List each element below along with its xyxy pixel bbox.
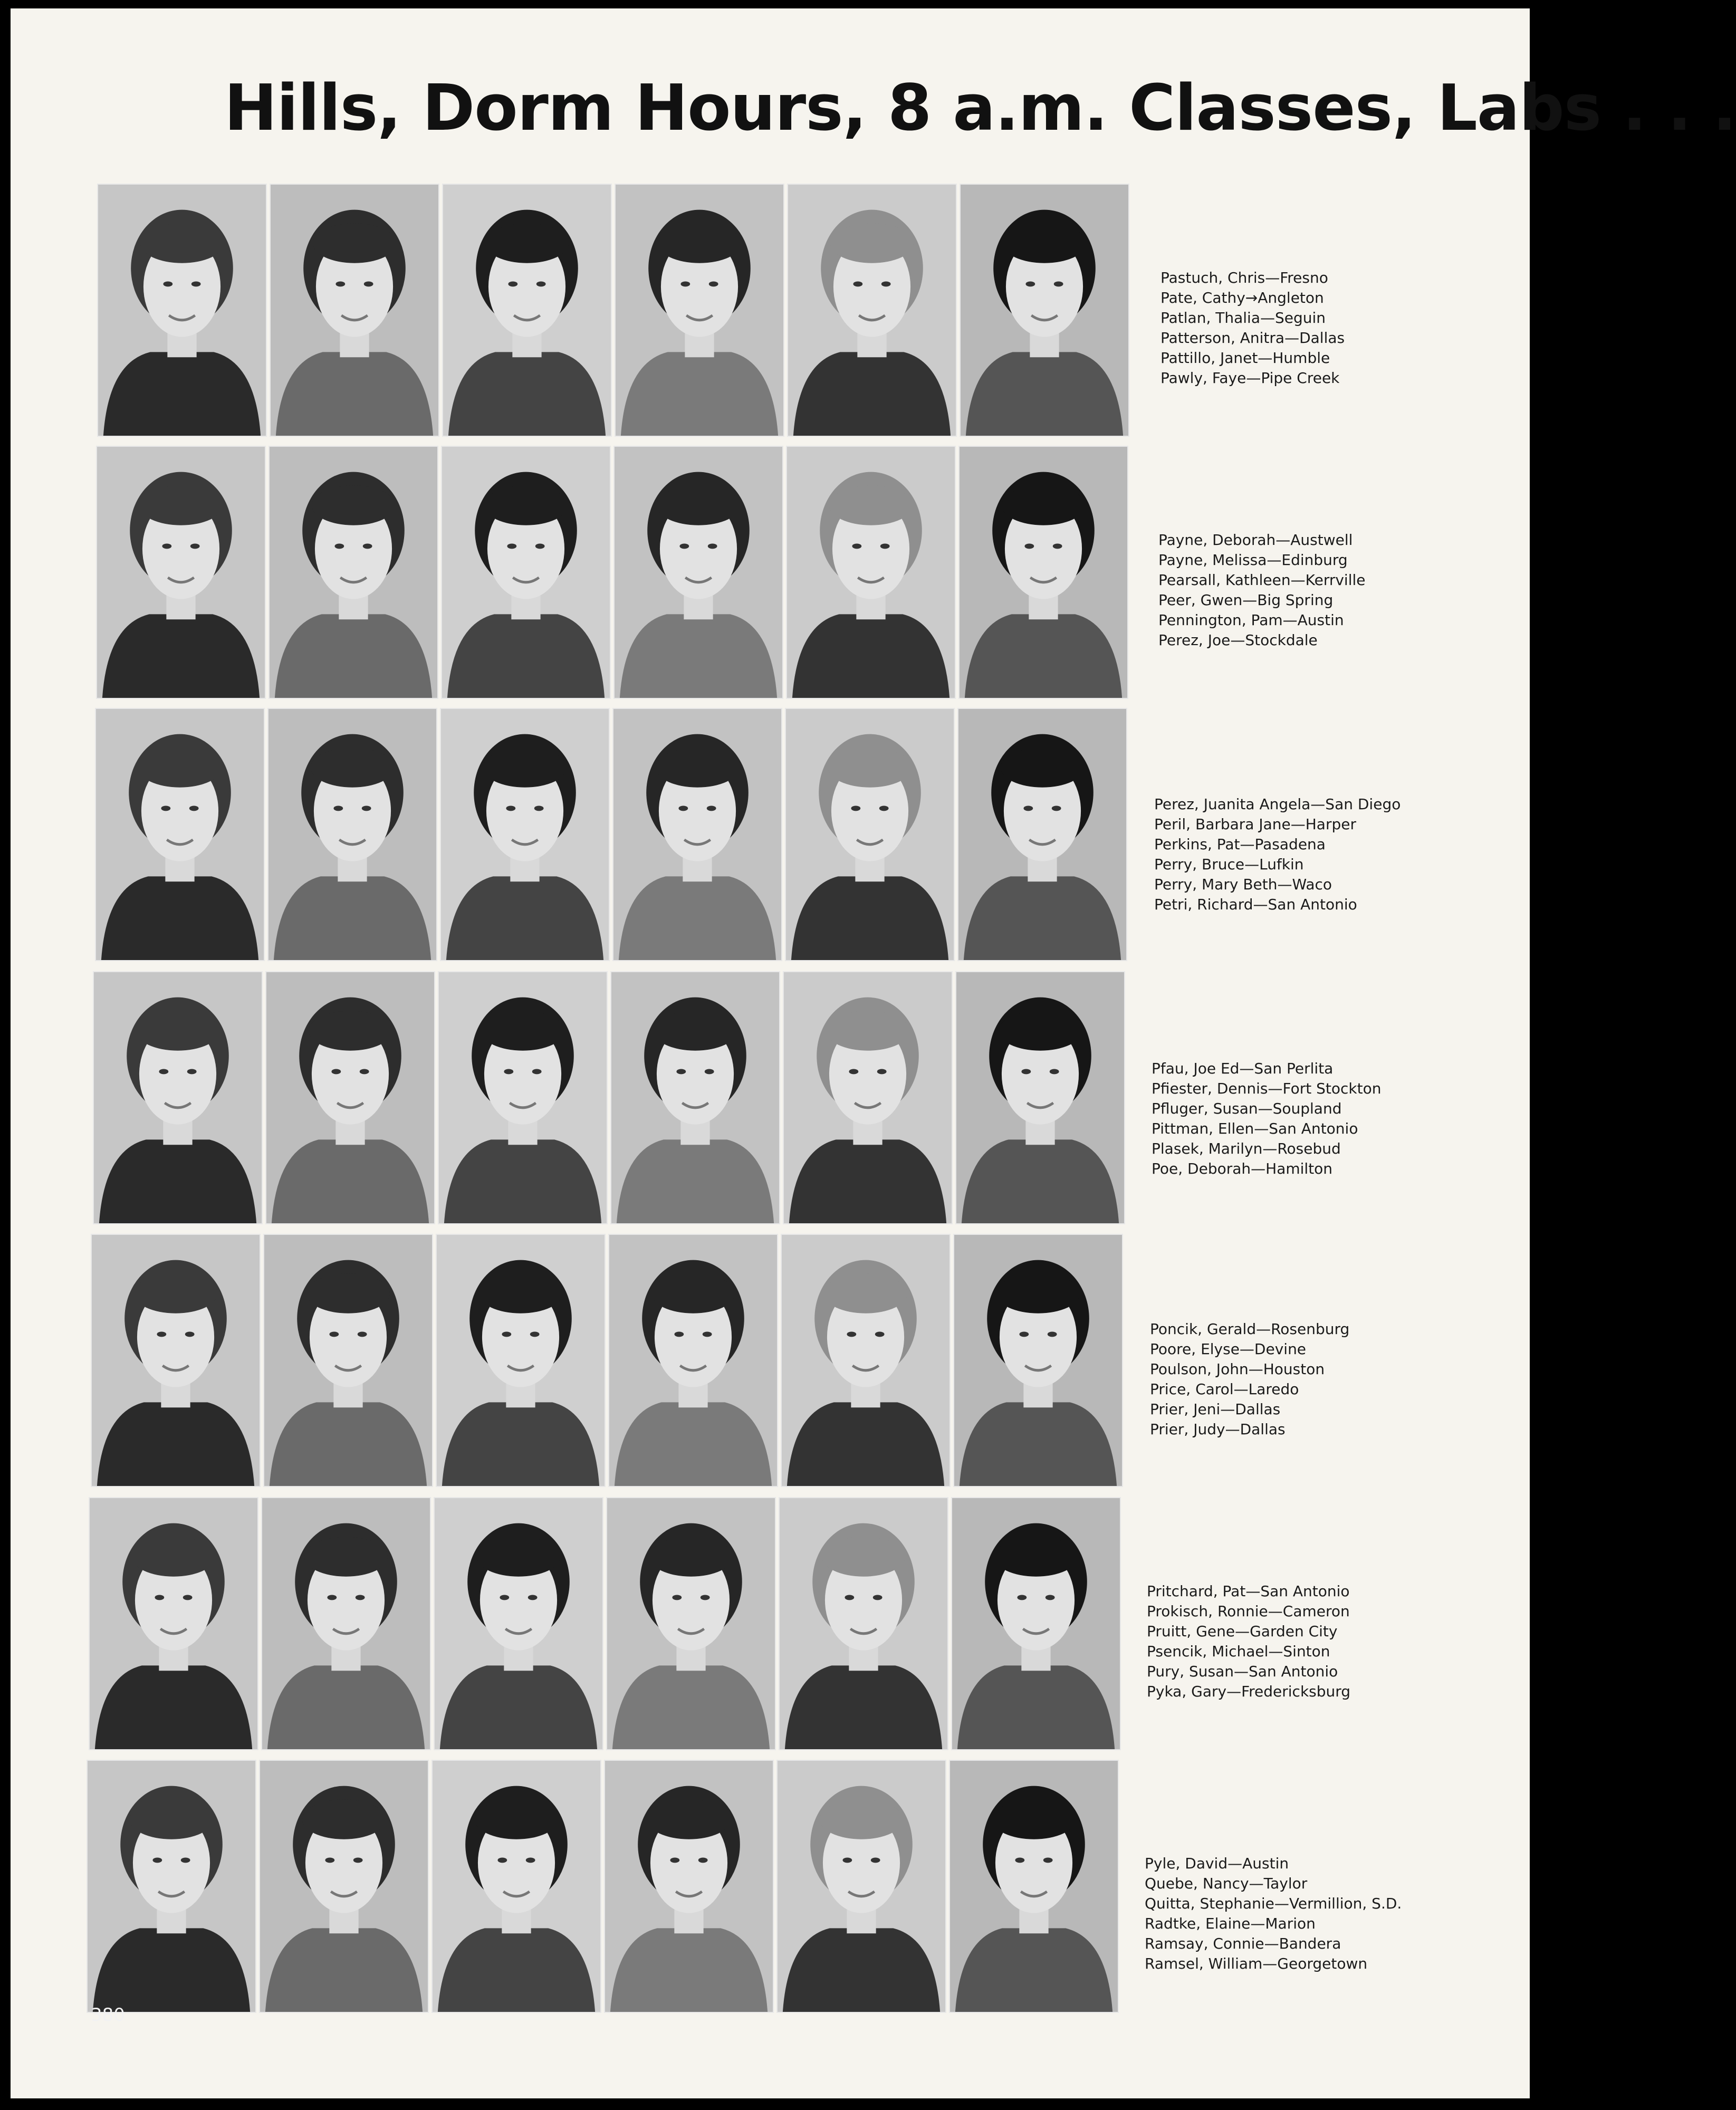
portrait-photo	[610, 971, 780, 1224]
name-list	[1152, 1059, 1381, 1179]
portrait-photo	[95, 708, 265, 961]
portrait-photo	[93, 971, 263, 1224]
student-name: Prier, Judy—Dallas	[1150, 1421, 1286, 1438]
portrait-photo	[612, 708, 782, 961]
student-name: Pyle, David—Austin	[1145, 1855, 1289, 1872]
portrait-photo	[785, 708, 955, 961]
portrait-photo	[957, 708, 1127, 961]
student-name: Ramsay, Connie—Bandera	[1145, 1935, 1341, 1952]
portrait-row	[96, 446, 1366, 699]
portrait-photo	[955, 971, 1125, 1224]
student-name: Pastuch, Chris—Fresno	[1160, 269, 1328, 286]
student-name: Poncik, Gerald—Rosenburg	[1150, 1320, 1350, 1338]
name-list	[1150, 1319, 1349, 1440]
student-name: Pennington, Pam—Austin	[1158, 611, 1344, 629]
student-name: Perry, Bruce—Lufkin	[1154, 856, 1304, 873]
student-name: Pearsall, Kathleen—Kerrville	[1158, 571, 1366, 589]
portrait-row	[91, 1234, 1350, 1487]
portrait-row	[89, 1497, 1351, 1750]
student-name: Perkins, Pat—Pasadena	[1154, 836, 1326, 853]
portrait-row	[93, 971, 1382, 1224]
portrait-photo	[953, 1234, 1123, 1487]
portrait-photo	[781, 1234, 951, 1487]
student-name: Quitta, Stephanie—Vermillion, S.D.	[1145, 1895, 1402, 1912]
portrait-photo	[606, 1497, 776, 1750]
student-name: Poe, Deborah—Hamilton	[1152, 1160, 1333, 1177]
student-name: Plasek, Marilyn—Rosebud	[1152, 1140, 1341, 1157]
portrait-photo	[259, 1760, 429, 2013]
portrait-photo	[265, 971, 435, 1224]
student-name: Price, Carol—Laredo	[1150, 1380, 1299, 1398]
student-name: Payne, Melissa—Edinburg	[1158, 551, 1348, 569]
page-title: Hills, Dorm Hours, 8 a.m. Classes, Labs . . .	[224, 72, 1736, 145]
student-name: Patterson, Anitra—Dallas	[1160, 329, 1345, 347]
student-name: Perez, Joe—Stockdale	[1158, 631, 1318, 649]
portrait-photo	[96, 446, 266, 699]
student-name: Pruitt, Gene—Garden City	[1147, 1623, 1338, 1640]
student-name: Perez, Juanita Angela—San Diego	[1154, 795, 1401, 813]
portrait-photo	[270, 184, 439, 437]
student-name: Peril, Barbara Jane—Harper	[1154, 816, 1356, 833]
portrait-photo	[613, 446, 783, 699]
portrait-photo	[431, 1760, 601, 2013]
student-name: Pfluger, Susan—Soupland	[1152, 1100, 1342, 1117]
portrait-photo	[951, 1497, 1121, 1750]
student-name: Prokisch, Ronnie—Cameron	[1147, 1603, 1350, 1620]
portrait-row	[97, 184, 1345, 437]
name-list	[1154, 794, 1401, 915]
student-name: Poulson, John—Houston	[1150, 1360, 1325, 1378]
portrait-photo	[267, 708, 437, 961]
student-name: Pate, Cathy→Angleton	[1160, 289, 1324, 306]
student-name: Pritchard, Pat—San Antonio	[1147, 1582, 1350, 1600]
student-name: Petri, Richard—San Antonio	[1154, 896, 1357, 913]
student-name: Poore, Elyse—Devine	[1150, 1340, 1307, 1358]
student-name: Ramsel, William—Georgetown	[1145, 1955, 1368, 1972]
name-list	[1160, 268, 1345, 388]
portrait-photo	[787, 184, 957, 437]
student-name: Radtke, Elaine—Marion	[1145, 1915, 1316, 1932]
portrait-photo	[960, 184, 1129, 437]
student-name: Patlan, Thalia—Seguin	[1160, 309, 1326, 327]
portrait-photo	[608, 1234, 778, 1487]
student-name: Pyka, Gary—Fredericksburg	[1147, 1683, 1351, 1700]
student-name: Psencik, Michael—Sinton	[1147, 1643, 1330, 1660]
portrait-row	[87, 1760, 1402, 2013]
portrait-photo	[615, 184, 784, 437]
portrait-photo	[779, 1497, 948, 1750]
name-list	[1158, 530, 1365, 650]
portrait-photo	[776, 1760, 946, 2013]
student-name: Payne, Deborah—Austwell	[1158, 531, 1353, 549]
portrait-row	[95, 708, 1401, 961]
portrait-photo	[261, 1497, 431, 1750]
portrait-photo	[268, 446, 438, 699]
portrait-photo	[441, 446, 611, 699]
yearbook-page	[11, 8, 1736, 2098]
portrait-photo	[786, 446, 956, 699]
name-list	[1147, 1581, 1350, 1702]
portrait-photo	[97, 184, 267, 437]
portrait-photo	[436, 1234, 606, 1487]
portrait-photo	[783, 971, 953, 1224]
portrait-photo	[89, 1497, 258, 1750]
student-name: Pfau, Joe Ed—San Perlita	[1152, 1060, 1334, 1077]
portrait-photo	[91, 1234, 261, 1487]
student-name: Pittman, Ellen—San Antonio	[1152, 1120, 1358, 1137]
student-name: Quebe, Nancy—Taylor	[1145, 1875, 1308, 1892]
student-name: Pattillo, Janet—Humble	[1160, 349, 1330, 367]
student-name: Peer, Gwen—Big Spring	[1158, 591, 1334, 609]
portrait-photo	[438, 971, 608, 1224]
page-number: 380	[91, 2004, 125, 2026]
name-list	[1145, 1854, 1402, 1974]
portrait-photo	[604, 1760, 774, 2013]
student-name: Prier, Jeni—Dallas	[1150, 1401, 1281, 1418]
portrait-photo	[434, 1497, 603, 1750]
portrait-photo	[949, 1760, 1119, 2013]
portrait-photo	[442, 184, 612, 437]
student-name: Perry, Mary Beth—Waco	[1154, 876, 1332, 893]
student-name: Pury, Susan—San Antonio	[1147, 1663, 1338, 1680]
student-name: Pfiester, Dennis—Fort Stockton	[1152, 1080, 1382, 1097]
student-name: Pawly, Faye—Pipe Creek	[1160, 369, 1340, 387]
portrait-photo	[440, 708, 610, 961]
portrait-photo	[263, 1234, 433, 1487]
portrait-photo	[958, 446, 1128, 699]
portrait-photo	[87, 1760, 256, 2013]
